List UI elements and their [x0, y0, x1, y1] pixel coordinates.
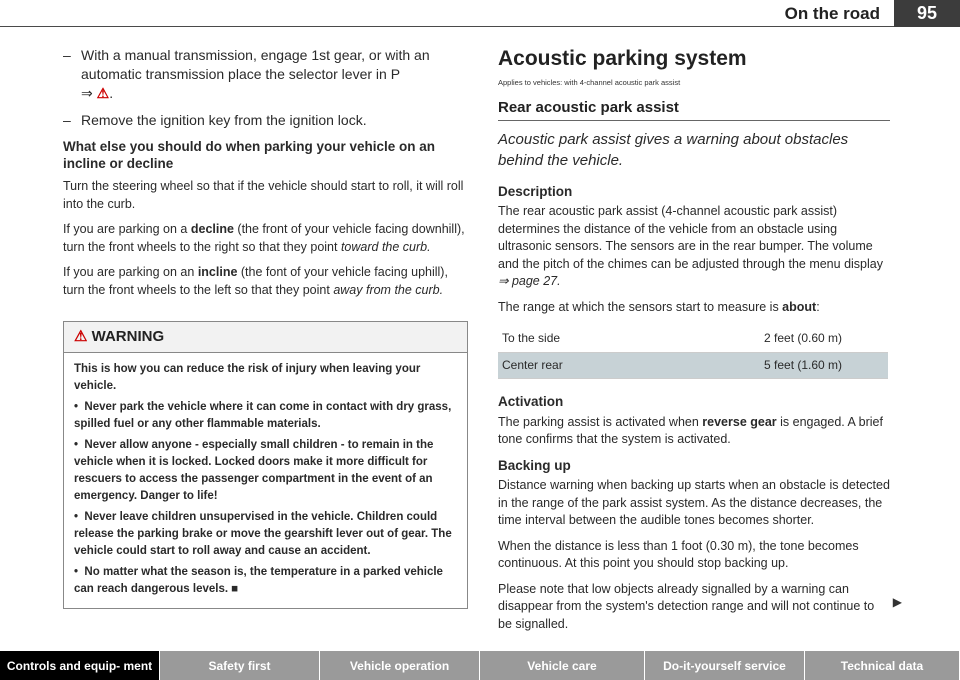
paragraph: If you are parking on a decline (the front of your vehicle facing downhill), turn the front wheels to the right so that they point toward the curb. [63, 222, 465, 254]
table-cell: 5 feet (1.60 m) [760, 352, 888, 379]
warning-header: ⚠ WARNING [64, 322, 467, 353]
continue-arrow-icon: ▶ [892, 595, 902, 609]
tab-technical-data[interactable]: Technical data [805, 651, 960, 680]
range-text: The range at which the sensors start to measure is about: [498, 299, 820, 314]
backing-text: Please note that low objects already signalled by a warning can disappear from the system's detection range and will not continue to be signalled. [498, 581, 875, 631]
tab-vehicle-operation[interactable]: Vehicle operation [320, 651, 480, 680]
warning-lead: This is how you can reduce the risk of injury when leaving your vehicle. [74, 362, 421, 392]
subsection-title: Rear acoustic park assist [498, 99, 890, 121]
range-table [498, 326, 888, 379]
warning-item: • Never allow anyone - especially small children - to remain in the vehicle when it is locked. Locked doors make it more difficult for rescuers to access the passenger compartment in the event of an emergency. Danger to life! [74, 438, 434, 502]
table-cell: Center rear [498, 352, 760, 379]
incline-heading: What else you should do when parking your vehicle on an incline or decline [63, 139, 436, 171]
backing-text: When the distance is less than 1 foot (0.30 m), the tone becomes continuous. At this point you should stop backing up. [498, 538, 859, 570]
activation-text: The parking assist is activated when reverse gear is engaged. A brief tone confirms that the system is activated. [498, 414, 883, 446]
table-cell: To the side [498, 326, 760, 352]
intro-text: Acoustic park assist gives a warning about obstacles behind the vehicle. [498, 130, 849, 169]
chapter-title: On the road [784, 4, 880, 23]
header-rule [0, 26, 960, 27]
warning-icon: ⚠ [96, 85, 110, 101]
backing-heading: Backing up [498, 457, 571, 473]
warning-box [63, 321, 468, 609]
paragraph: If you are parking on an incline (the font of your vehicle facing uphill), turn the front wheels to the left so that they point away from the curb. [63, 265, 448, 297]
table-cell: 2 feet (0.60 m) [760, 326, 888, 352]
warning-triangle-icon: ⚠ [74, 328, 88, 345]
tab-controls[interactable]: Controls and equip- ment [0, 651, 160, 680]
activation-heading: Activation [498, 394, 564, 409]
tab-diy-service[interactable]: Do-it-yourself service [645, 651, 805, 680]
right-column [498, 47, 890, 641]
table-row [498, 352, 888, 379]
section-title: Acoustic parking system [498, 47, 747, 70]
tab-safety[interactable]: Safety first [160, 651, 320, 680]
left-column [63, 46, 468, 609]
warning-item: • No matter what the season is, the temperature in a parked vehicle can reach dangerous levels. ■ [74, 565, 443, 595]
step-item: – With a manual transmission, engage 1st gear, or with an automatic transmission place the selector lever in P ⇒ ⚠. [63, 47, 430, 101]
tab-vehicle-care[interactable]: Vehicle care [480, 651, 645, 680]
warning-item: • Never leave children unsupervised in the vehicle. Children could release the parking brake or move the gearshift lever out of gear. The vehicle could start to roll away and cause an accident. [74, 510, 452, 557]
applies-note: Applies to vehicles: with 4-channel acoustic park assist [498, 77, 681, 87]
description-text: The rear acoustic park assist (4-channel acoustic park assist) determines the distance of the vehicle from an obstacle using ultrasonic sensors. The sensors are in the rear bumper. The volume and the pitch of the chimes can be adjusted through the menu display ⇒ page 27. [498, 204, 883, 288]
ref-arrow[interactable]: ⇒ [81, 85, 93, 101]
page-number: 95 [894, 0, 960, 27]
warning-item: • Never park the vehicle where it can come in contact with dry grass, spilled fuel or any other flammable materials. [74, 400, 452, 430]
page-ref-link[interactable]: ⇒ page 27. [498, 274, 561, 288]
table-row [498, 326, 888, 352]
description-heading: Description [498, 183, 573, 199]
paragraph: Turn the steering wheel so that if the vehicle should start to roll, it will roll into the curb. [63, 179, 464, 211]
backing-text: Distance warning when backing up starts when an obstacle is detected in the range of the park assist system. As the distance decreases, the time interval between the audible tones becomes shorter. [498, 478, 890, 527]
warning-body [64, 353, 467, 608]
footer-nav [0, 651, 960, 680]
step-item: – Remove the ignition key from the ignition lock. [63, 112, 367, 128]
